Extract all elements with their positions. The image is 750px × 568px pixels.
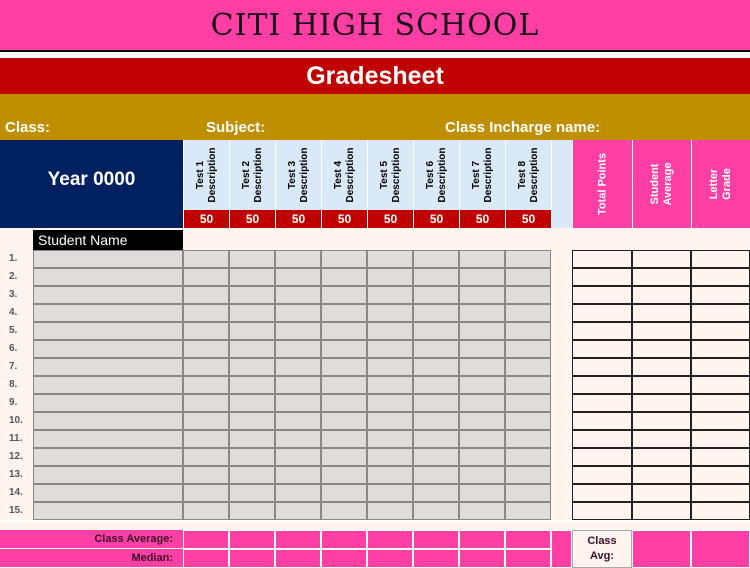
test-points[interactable]: 50 bbox=[367, 210, 413, 228]
summary-cell[interactable] bbox=[632, 394, 691, 412]
row-number: 2. bbox=[0, 268, 33, 286]
score-cell[interactable] bbox=[229, 358, 275, 376]
summary-cell[interactable] bbox=[691, 466, 750, 484]
row-gap bbox=[551, 484, 572, 502]
score-cell[interactable] bbox=[183, 430, 229, 448]
score-cell[interactable] bbox=[183, 358, 229, 376]
median-cell[interactable] bbox=[413, 549, 459, 568]
score-cell[interactable] bbox=[505, 376, 551, 394]
summary-cell[interactable] bbox=[572, 430, 632, 448]
median-cell[interactable] bbox=[459, 549, 505, 568]
row-gap bbox=[551, 322, 572, 340]
gradesheet-title: Gradesheet bbox=[306, 61, 444, 90]
summary-cell[interactable] bbox=[691, 430, 750, 448]
student-name-cell[interactable] bbox=[33, 340, 183, 358]
score-cell[interactable] bbox=[229, 286, 275, 304]
score-cell[interactable] bbox=[229, 322, 275, 340]
score-cell[interactable] bbox=[367, 394, 413, 412]
test-points[interactable]: 50 bbox=[183, 210, 229, 228]
summary-cell[interactable] bbox=[691, 322, 750, 340]
test-header[interactable] bbox=[505, 140, 551, 210]
score-cell[interactable] bbox=[321, 304, 367, 322]
score-cell[interactable] bbox=[229, 376, 275, 394]
summary-cell[interactable] bbox=[632, 250, 691, 268]
row-gap bbox=[551, 376, 572, 394]
score-cell[interactable] bbox=[413, 322, 459, 340]
score-cell[interactable] bbox=[321, 394, 367, 412]
test-points[interactable]: 50 bbox=[459, 210, 505, 228]
summary-cell[interactable] bbox=[691, 376, 750, 394]
summary-header bbox=[572, 140, 632, 228]
info-bar bbox=[0, 94, 750, 140]
score-cell[interactable] bbox=[367, 250, 413, 268]
summary-cell[interactable] bbox=[691, 484, 750, 502]
score-cell[interactable] bbox=[183, 304, 229, 322]
score-cell[interactable] bbox=[321, 502, 367, 520]
summary-cell[interactable] bbox=[632, 412, 691, 430]
score-cell[interactable] bbox=[505, 412, 551, 430]
summary-cell[interactable] bbox=[632, 358, 691, 376]
summary-cell[interactable] bbox=[632, 340, 691, 358]
score-cell[interactable] bbox=[367, 430, 413, 448]
student-name-cell[interactable] bbox=[33, 268, 183, 286]
class-average-cell[interactable] bbox=[505, 530, 551, 549]
summary-cell[interactable] bbox=[691, 250, 750, 268]
row-number: 11. bbox=[0, 430, 33, 448]
score-cell[interactable] bbox=[367, 376, 413, 394]
summary-cell[interactable] bbox=[572, 448, 632, 466]
row-number: 8. bbox=[0, 376, 33, 394]
score-cell[interactable] bbox=[367, 268, 413, 286]
score-cell[interactable] bbox=[183, 484, 229, 502]
summary-cell[interactable] bbox=[632, 268, 691, 286]
score-cell[interactable] bbox=[321, 430, 367, 448]
median-cell[interactable] bbox=[367, 549, 413, 568]
score-cell[interactable] bbox=[183, 412, 229, 430]
test-header[interactable] bbox=[321, 140, 367, 210]
score-cell[interactable] bbox=[229, 268, 275, 286]
score-cell[interactable] bbox=[413, 412, 459, 430]
summary-cell[interactable] bbox=[691, 286, 750, 304]
footer-gap-cell bbox=[551, 530, 572, 568]
score-cell[interactable] bbox=[413, 484, 459, 502]
score-cell[interactable] bbox=[321, 484, 367, 502]
score-cell[interactable] bbox=[275, 466, 321, 484]
score-cell[interactable] bbox=[459, 358, 505, 376]
student-name-header: Student Name bbox=[33, 230, 183, 250]
class-average-cell[interactable] bbox=[229, 530, 275, 549]
score-cell[interactable] bbox=[459, 430, 505, 448]
score-cell[interactable] bbox=[367, 286, 413, 304]
student-name-cell[interactable] bbox=[33, 376, 183, 394]
score-cell[interactable] bbox=[505, 322, 551, 340]
score-cell[interactable] bbox=[229, 340, 275, 358]
summary-cell[interactable] bbox=[572, 322, 632, 340]
test-label: Test 6 Description bbox=[425, 147, 448, 203]
score-cell[interactable] bbox=[459, 376, 505, 394]
score-cell[interactable] bbox=[183, 286, 229, 304]
student-name-cell[interactable] bbox=[33, 430, 183, 448]
score-cell[interactable] bbox=[275, 376, 321, 394]
score-cell[interactable] bbox=[275, 394, 321, 412]
score-cell[interactable] bbox=[229, 502, 275, 520]
score-cell[interactable] bbox=[321, 340, 367, 358]
student-name-cell[interactable] bbox=[33, 448, 183, 466]
median-cell[interactable] bbox=[275, 549, 321, 568]
student-name-cell[interactable] bbox=[33, 322, 183, 340]
summary-cell[interactable] bbox=[691, 268, 750, 286]
score-cell[interactable] bbox=[367, 304, 413, 322]
row-number: 5. bbox=[0, 322, 33, 340]
row-number: 6. bbox=[0, 340, 33, 358]
score-cell[interactable] bbox=[459, 412, 505, 430]
score-cell[interactable] bbox=[413, 466, 459, 484]
summary-cell[interactable] bbox=[691, 394, 750, 412]
summary-header bbox=[632, 140, 691, 228]
score-cell[interactable] bbox=[505, 466, 551, 484]
score-cell[interactable] bbox=[413, 502, 459, 520]
score-cell[interactable] bbox=[505, 394, 551, 412]
score-cell[interactable] bbox=[229, 412, 275, 430]
school-name: CITI HIGH SCHOOL bbox=[210, 7, 540, 43]
score-cell[interactable] bbox=[183, 268, 229, 286]
header-spacer bbox=[551, 140, 572, 228]
score-cell[interactable] bbox=[459, 484, 505, 502]
score-cell[interactable] bbox=[505, 430, 551, 448]
score-cell[interactable] bbox=[321, 322, 367, 340]
class-average-cell[interactable] bbox=[321, 530, 367, 549]
student-name-cell[interactable] bbox=[33, 358, 183, 376]
score-cell[interactable] bbox=[183, 322, 229, 340]
test-header[interactable] bbox=[367, 140, 413, 210]
score-cell[interactable] bbox=[321, 286, 367, 304]
summary-header-label: Student Average bbox=[649, 162, 674, 206]
score-cell[interactable] bbox=[505, 268, 551, 286]
score-cell[interactable] bbox=[275, 448, 321, 466]
summary-cell[interactable] bbox=[632, 430, 691, 448]
score-cell[interactable] bbox=[367, 466, 413, 484]
row-gap bbox=[551, 304, 572, 322]
summary-cell[interactable] bbox=[572, 412, 632, 430]
class-average-label: Class Average: bbox=[0, 530, 183, 549]
score-cell[interactable] bbox=[459, 466, 505, 484]
student-name-cell[interactable] bbox=[33, 394, 183, 412]
score-cell[interactable] bbox=[183, 394, 229, 412]
test-label: Test 7 Description bbox=[471, 147, 494, 203]
summary-cell[interactable] bbox=[691, 304, 750, 322]
test-header[interactable] bbox=[413, 140, 459, 210]
summary-cell[interactable] bbox=[572, 250, 632, 268]
summary-cell[interactable] bbox=[691, 340, 750, 358]
score-cell[interactable] bbox=[321, 376, 367, 394]
score-cell[interactable] bbox=[459, 340, 505, 358]
score-cell[interactable] bbox=[505, 484, 551, 502]
median-cell[interactable] bbox=[321, 549, 367, 568]
score-cell[interactable] bbox=[459, 448, 505, 466]
test-header[interactable] bbox=[275, 140, 321, 210]
score-cell[interactable] bbox=[367, 484, 413, 502]
summary-cell[interactable] bbox=[572, 484, 632, 502]
score-cell[interactable] bbox=[459, 304, 505, 322]
score-cell[interactable] bbox=[275, 340, 321, 358]
score-cell[interactable] bbox=[275, 322, 321, 340]
class-average-cell[interactable] bbox=[183, 530, 229, 549]
summary-cell[interactable] bbox=[632, 322, 691, 340]
summary-cell[interactable] bbox=[572, 286, 632, 304]
score-cell[interactable] bbox=[459, 394, 505, 412]
student-name-cell[interactable] bbox=[33, 286, 183, 304]
summary-cell[interactable] bbox=[691, 448, 750, 466]
score-cell[interactable] bbox=[459, 502, 505, 520]
summary-cell[interactable] bbox=[632, 484, 691, 502]
score-cell[interactable] bbox=[229, 394, 275, 412]
row-gap bbox=[551, 502, 572, 520]
row-gap bbox=[551, 430, 572, 448]
score-cell[interactable] bbox=[229, 304, 275, 322]
row-gap bbox=[551, 340, 572, 358]
test-points[interactable]: 50 bbox=[321, 210, 367, 228]
score-cell[interactable] bbox=[183, 340, 229, 358]
score-cell[interactable] bbox=[275, 412, 321, 430]
score-cell[interactable] bbox=[183, 502, 229, 520]
summary-cell[interactable] bbox=[691, 358, 750, 376]
score-cell[interactable] bbox=[459, 286, 505, 304]
score-cell[interactable] bbox=[321, 448, 367, 466]
test-header[interactable] bbox=[459, 140, 505, 210]
summary-cell[interactable] bbox=[632, 376, 691, 394]
score-cell[interactable] bbox=[367, 340, 413, 358]
median-cell[interactable] bbox=[505, 549, 551, 568]
gradesheet-title-bar bbox=[0, 58, 750, 94]
score-cell[interactable] bbox=[275, 430, 321, 448]
summary-header bbox=[691, 140, 750, 228]
score-cell[interactable] bbox=[321, 358, 367, 376]
class-avg-cell[interactable] bbox=[691, 530, 750, 568]
test-label: Test 8 Description bbox=[517, 147, 540, 203]
score-cell[interactable] bbox=[275, 250, 321, 268]
summary-header-label: Total Points bbox=[596, 152, 608, 216]
score-cell[interactable] bbox=[321, 268, 367, 286]
summary-cell[interactable] bbox=[572, 358, 632, 376]
score-cell[interactable] bbox=[183, 448, 229, 466]
row-gap bbox=[551, 268, 572, 286]
row-number: 9. bbox=[0, 394, 33, 412]
summary-cell[interactable] bbox=[572, 268, 632, 286]
score-cell[interactable] bbox=[229, 430, 275, 448]
class-average-cell[interactable] bbox=[367, 530, 413, 549]
score-cell[interactable] bbox=[367, 448, 413, 466]
score-cell[interactable] bbox=[413, 376, 459, 394]
summary-cell[interactable] bbox=[572, 394, 632, 412]
row-gap bbox=[551, 412, 572, 430]
score-cell[interactable] bbox=[505, 448, 551, 466]
summary-cell[interactable] bbox=[632, 448, 691, 466]
summary-cell[interactable] bbox=[572, 376, 632, 394]
score-cell[interactable] bbox=[505, 286, 551, 304]
test-label: Test 4 Description bbox=[333, 147, 356, 203]
score-cell[interactable] bbox=[413, 250, 459, 268]
class-incharge-label: Class Incharge name: bbox=[445, 119, 601, 136]
score-cell[interactable] bbox=[275, 268, 321, 286]
score-cell[interactable] bbox=[229, 466, 275, 484]
row-number: 4. bbox=[0, 304, 33, 322]
row-number: 10. bbox=[0, 412, 33, 430]
score-cell[interactable] bbox=[413, 358, 459, 376]
test-points[interactable]: 50 bbox=[413, 210, 459, 228]
score-cell[interactable] bbox=[505, 340, 551, 358]
class-average-cell[interactable] bbox=[275, 530, 321, 549]
row-gap bbox=[551, 250, 572, 268]
year-box[interactable] bbox=[0, 140, 183, 228]
score-cell[interactable] bbox=[275, 502, 321, 520]
class-avg-label: Class Avg: bbox=[572, 530, 632, 568]
row-number: 15. bbox=[0, 502, 33, 520]
median-cell[interactable] bbox=[183, 549, 229, 568]
summary-cell[interactable] bbox=[691, 502, 750, 520]
score-cell[interactable] bbox=[367, 412, 413, 430]
score-cell[interactable] bbox=[367, 358, 413, 376]
score-cell[interactable] bbox=[413, 394, 459, 412]
student-name-cell[interactable] bbox=[33, 466, 183, 484]
score-cell[interactable] bbox=[367, 322, 413, 340]
test-points[interactable]: 50 bbox=[275, 210, 321, 228]
score-cell[interactable] bbox=[229, 484, 275, 502]
score-cell[interactable] bbox=[505, 250, 551, 268]
summary-cell[interactable] bbox=[632, 466, 691, 484]
row-gap bbox=[551, 286, 572, 304]
summary-cell[interactable] bbox=[572, 304, 632, 322]
score-cell[interactable] bbox=[321, 250, 367, 268]
score-cell[interactable] bbox=[413, 304, 459, 322]
score-cell[interactable] bbox=[505, 502, 551, 520]
row-number: 1. bbox=[0, 250, 33, 268]
summary-cell[interactable] bbox=[691, 412, 750, 430]
score-cell[interactable] bbox=[183, 376, 229, 394]
test-header[interactable] bbox=[183, 140, 229, 210]
row-gap bbox=[551, 394, 572, 412]
score-cell[interactable] bbox=[229, 448, 275, 466]
score-cell[interactable] bbox=[275, 304, 321, 322]
class-avg-cell[interactable] bbox=[632, 530, 691, 568]
test-label: Test 2 Description bbox=[241, 147, 264, 203]
score-cell[interactable] bbox=[183, 250, 229, 268]
score-cell[interactable] bbox=[505, 358, 551, 376]
summary-cell[interactable] bbox=[572, 502, 632, 520]
score-cell[interactable] bbox=[413, 448, 459, 466]
class-average-cell[interactable] bbox=[459, 530, 505, 549]
summary-cell[interactable] bbox=[632, 304, 691, 322]
student-name-cell[interactable] bbox=[33, 304, 183, 322]
score-cell[interactable] bbox=[367, 502, 413, 520]
school-banner bbox=[0, 0, 750, 52]
summary-header-label: Letter Grade bbox=[708, 168, 733, 200]
summary-cell[interactable] bbox=[572, 466, 632, 484]
row-number: 7. bbox=[0, 358, 33, 376]
score-cell[interactable] bbox=[505, 304, 551, 322]
score-cell[interactable] bbox=[275, 358, 321, 376]
student-name-cell[interactable] bbox=[33, 502, 183, 520]
score-cell[interactable] bbox=[459, 268, 505, 286]
summary-cell[interactable] bbox=[632, 502, 691, 520]
row-number: 14. bbox=[0, 484, 33, 502]
row-number: 12. bbox=[0, 448, 33, 466]
row-gap bbox=[551, 448, 572, 466]
subject-label: Subject: bbox=[206, 119, 266, 136]
test-label: Test 5 Description bbox=[379, 147, 402, 203]
score-cell[interactable] bbox=[275, 286, 321, 304]
test-header[interactable] bbox=[229, 140, 275, 210]
test-points[interactable]: 50 bbox=[229, 210, 275, 228]
score-cell[interactable] bbox=[321, 466, 367, 484]
student-name-cell[interactable] bbox=[33, 484, 183, 502]
score-cell[interactable] bbox=[183, 466, 229, 484]
median-cell[interactable] bbox=[229, 549, 275, 568]
row-gap bbox=[551, 466, 572, 484]
class-label: Class: bbox=[5, 119, 51, 136]
test-points[interactable]: 50 bbox=[505, 210, 551, 228]
student-name-cell[interactable] bbox=[33, 250, 183, 268]
score-cell[interactable] bbox=[321, 412, 367, 430]
score-cell[interactable] bbox=[275, 484, 321, 502]
score-cell[interactable] bbox=[459, 250, 505, 268]
test-label: Test 3 Description bbox=[287, 147, 310, 203]
score-cell[interactable] bbox=[413, 268, 459, 286]
test-label: Test 1 Description bbox=[195, 147, 218, 203]
summary-cell[interactable] bbox=[572, 340, 632, 358]
score-cell[interactable] bbox=[459, 322, 505, 340]
score-cell[interactable] bbox=[413, 340, 459, 358]
median-label: Median: bbox=[0, 549, 183, 568]
year-label: Year 0000 bbox=[47, 169, 136, 190]
student-name-cell[interactable] bbox=[33, 412, 183, 430]
row-gap bbox=[551, 358, 572, 376]
score-cell[interactable] bbox=[413, 430, 459, 448]
row-number: 13. bbox=[0, 466, 33, 484]
score-cell[interactable] bbox=[413, 286, 459, 304]
class-average-cell[interactable] bbox=[413, 530, 459, 549]
grid-bottom-gap bbox=[0, 522, 750, 530]
summary-cell[interactable] bbox=[632, 286, 691, 304]
row-number: 3. bbox=[0, 286, 33, 304]
score-cell[interactable] bbox=[229, 250, 275, 268]
